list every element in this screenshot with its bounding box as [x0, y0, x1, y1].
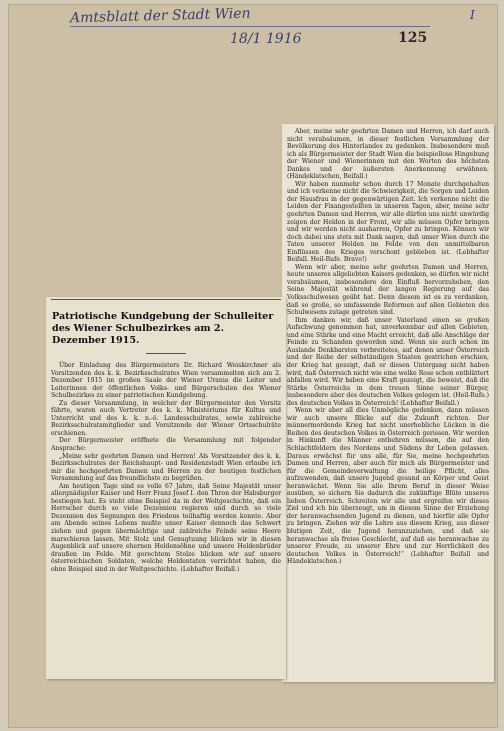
- title-rule: [146, 353, 186, 354]
- clipping-left-column: [46, 297, 286, 679]
- handwritten-title: Amtsblatt der Stadt Wien: [69, 5, 251, 27]
- roman-mark: I: [470, 8, 475, 22]
- right-paragraph: Ihm danken wir, daß unser Vaterland einen so großen Aufschwung genommen hat, unverkennbar auf allen Gebieten, und eine Stärke und eine Macht erreicht, daß alle Anschläge der Feinde zu Schanden geworden sind. Wenn sie auch schon im Auslande Denkbarsten verbreitetes, auf denen unser Österreich und der Reihe der selbständigen Staaten gestrichen erschien, der Krieg hat gezeigt, daß er diesen Untergang nicht haben wird, daß Österreich nicht wie eine welke Rose schon entblättert abfallen wird. Wir haben eine Kraft gezeigt, die beweist, daß die Stärke Österreichs in dem treuen Sinne seiner Bürger, insbesondere aber des deutschen Volkes gelegen ist. (Heil-Rufe.) des deutschen Volkes in Österreich! (Lebhafter Beifall.): [287, 316, 489, 407]
- left-paragraph: Zu dieser Versammlung, in welcher der Bürgermeister den Vorsitz führte, waren auch Vertreter des k. k. Ministeriums für Kultus und Unterricht und des k. k. n.-ö. Landesschulrates, sowie zahlreiche Bezirksschulratsmitglieder und Vorsitzende der Wiener Ortsschulräte erschienen.: [51, 399, 281, 437]
- page-number: 125: [398, 30, 428, 46]
- right-paragraph: Wir haben nunmehr schon durch 17 Monate durchgehalten und ich verkenne nicht die Schwierigkeit, die Sorgen und Leiden der Hausfrau in der gegenwärtigen Zeit. Ich verkenne nicht die Leiden der Fixangestellten in unseren Tagen, aber, meine sehr geehrten Damen und Herren, wir alle dürfen uns nicht unwürdig zeigen der Helden in der Front, wir alle müssen Opfer bringen und wir werden nicht ausharren, Opfer zu bringen. Können wir doch dabei uns stets mit Dank sagen, daß unser Wien durch die Taten unserer Helden im Felde von den unmittelbaren Einflüssen des Krieges verschont geblieben ist. (Lebhafter Beifall. Heil-Rufe. Bravo!): [287, 180, 489, 264]
- right-column-text: [282, 124, 494, 570]
- handwritten-underline: [70, 26, 430, 27]
- top-rule: [51, 299, 281, 300]
- right-paragraph: Wenn wir aber, meine sehr geehrten Damen und Herren, heute unseres allgeliebten Kaisers gedenken, so dürfen wir nicht verabsäumen, insbesondere den Einfluß hervorzuheben, den Seine Majestät während der langen Regierung auf das Volksschulwesen geübt hat. Denn diesem ist es zu verdanken, daß so große, so umfassende Reformen auf allen Gebieten des Schulwesens zutage getreten sind.: [287, 263, 489, 317]
- left-paragraph: Der Bürgermeister eröffnete die Versammlung mit folgender Ansprache:: [51, 437, 281, 453]
- left-paragraph: „Meine sehr geehrten Damen und Herren! Als Vorsitzender des k. k. Bezirksschulrates der Reichshaupt- und Residenzstadt Wien erlaube ich mir die hochgeehrten Damen und Herren zu der heutigen festlichen Versammlung auf das freundlichste zu begrüßen.: [51, 452, 281, 483]
- left-paragraph: Am heutigen Tage sind es volle 67 Jahre, daß Seine Majestät unser allergnädigster Kaiser und Herr Franz Josef I. den Thron der Habsburger bestiegen hat. Es steht ohne Beispiel da in der Weltgeschichte, daß ein Herrscher durch so viele Dezennien regieren und durch so viele Dezennien des Segnungen des Friedens teilhaftig werden konnte. Aber am Abende seines Lebens mußte unser Kaiser dennoch das Schwert ziehen und gegen übermächtige und zahlreiche Feinde seine Heere marschieren lassen. Mit Stolz und Genugtuung blicken wir in diesen Augenblick auf unsere ehernen Heldensöhne und unsere Heldenbrüder draußen im Felde. Mit gerechtem Stolze blicken wir auf unsere österreichischen Soldaten, welche Heldentaten verrichtet haben, die ohne Beispiel sind in der Weltgeschichte. (Lebhafter Beifall.): [51, 482, 281, 573]
- clipping-right-column: [282, 124, 494, 682]
- handwritten-date: 18/1 1916: [230, 31, 302, 47]
- left-paragraph: Über Einladung des Bürgermeisters Dr. Richard Weiskirchner als Vorsitzenden des k. k. Bezirksschulrates Wien versammelten sich am 2. Dezember 1915 im großen Saale der Wiener Urania die Leiter und Leiterinnen der öffentlichen Volks- und Bürgerschulen des Wiener Schulbezirkes zu einer patriotischen Kundgebung.: [51, 362, 281, 400]
- left-column-text: [46, 358, 286, 577]
- right-paragraph: Wenn wir aber all dies Unmögliche gedenken, dann müssen wir auch unsere Blicke auf die Zukunft richten. Der männermordende Krieg hat nicht unerhebliche Lücken in die Reihen des deutschen Volkes in Österreich gerissen. Wir werden in Hinkunft die Männer entbehren müssen, die auf den Schlachtfeldern des Nordens und Südens ihr Leben gelassen. Daraus erwächst für uns alle, für Sie, meine hochgeehrten Damen und Herren, aber auch für mich als Bürgermeister und für die Gemeindeverwaltung die heilige Pflicht, alles aufzuwenden, daß unsere Jugend gesund an Körper und Geist heranwächst. Wenn Sie alle Ihrem Beruf in dieser Weise ausüben, so sichern Sie dadurch die zukünftige Blüte unseres lieben Österreich. Schreiten wir alle und ergreifen wir dieses Ziel und ich bin überzeugt, um in diesem Sinne der Erziehung der heranwachsenden Jugend zu dienen, und hierfür alle Opfer zu bringen. Ziehen wir die Lehre aus diesem Krieg, aus dieser blutigen Zeit, die Jugend heranzuziehen, und daß sie heranwachse als freies Geschlecht, auf daß sie heranwachse zu unserer Freude, zu unserer Ehre und zur Herrlichkeit des deutschen Volkes in Österreich!“ (Lebhafter Beifall und Händeklatschen.): [287, 407, 489, 566]
- article-title: Patriotische Kundgebung der Schulleiter des Wiener Schulbezirkes am 2. Dezember 1915.: [52, 311, 274, 346]
- right-paragraph: Aber, meine sehr geehrten Damen und Herren, ich darf auch nicht verabsäumen, in dieser festlichen Versammlung der Bevölkerung des Hinterlandes zu gedenken. Insbesondere muß ich als Bürgermeister der Stadt Wien die beispiellose Hingebung der Wiener und Wienerinnen mit den Worten des höchsten Dankes und der äußersten Anerkennung erwähnen. (Händeklatschen, Beifall.): [287, 128, 489, 181]
